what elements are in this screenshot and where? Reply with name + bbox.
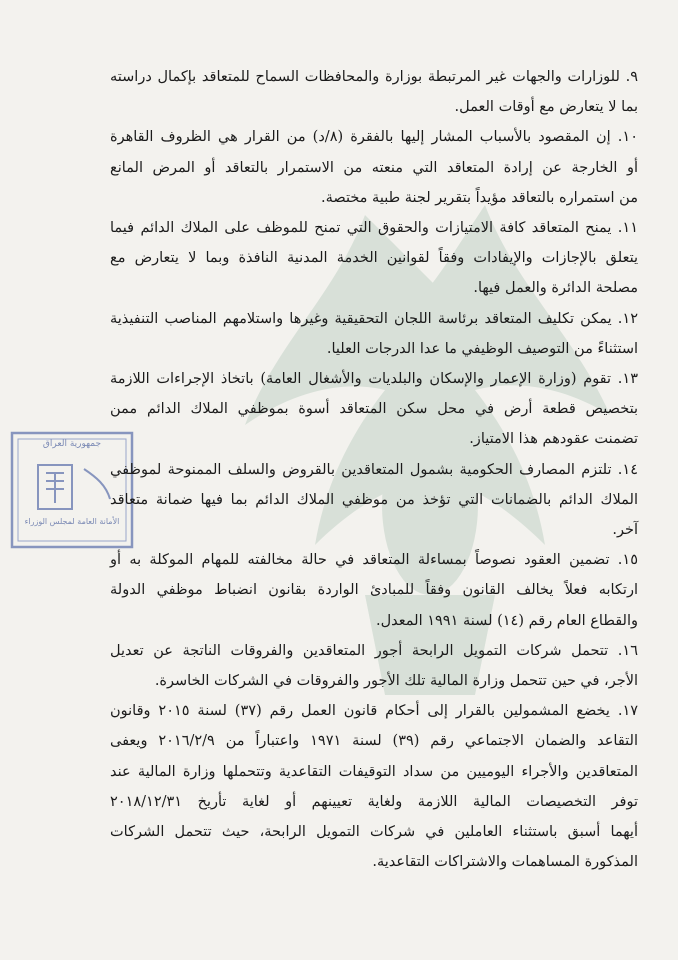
clause-14	[110, 455, 638, 546]
clause-line: ١١. يمنح المتعاقد كافة الامتيازات والحقوق التي تمنح للموظف على الملاك الدائم فيما	[110, 220, 638, 237]
clause-line: آخر.	[612, 522, 638, 539]
clause-12	[110, 304, 638, 364]
clause-line: من استمراره بالتعاقد مؤيداً بتقرير لجنة طبية مختصة.	[320, 189, 638, 206]
clause-line: ١٥. تضمين العقود نصوصاً بمساءلة المتعاقد في حالة مخالفته للمهام الموكلة به أو	[110, 552, 638, 569]
clause-line: التقاعد والضمان الاجتماعي رقم (٣٩) لسنة ١٩٧١ واعتباراً من ٢٠١٦/٢/٩ ويعفى	[110, 733, 638, 750]
clause-10	[110, 122, 638, 213]
clause-line: المذكورة المساهمات والاشتراكات التقاعدية.	[372, 854, 638, 871]
clause-line: ١٧. يخضع المشمولين بالقرار إلى أحكام قانون العمل رقم (٣٧) لسنة ٢٠١٥ وقانون	[110, 703, 639, 720]
clause-line: يتعلق بالإجازات والإيفادات وفقاً لقوانين الخدمة المدنية النافذة وبما لا يتعارض مع	[110, 250, 638, 267]
decision-clauses	[110, 62, 638, 877]
stamp-line-2: الأمانة العامة لمجلس الوزراء	[24, 517, 120, 526]
clause-9	[110, 62, 638, 122]
clause-line: ١٦. تتحمل شركات التمويل الرابحة أجور المتعاقدين والفروقات الناتجة عن تعديل	[110, 642, 638, 659]
clause-13	[110, 364, 638, 455]
clause-line: ١٤. تلتزم المصارف الحكومية بشمول المتعاقدين بالقروض والسلف الممنوحة لموظفي	[110, 461, 638, 478]
clause-line: استثناءً من التوصيف الوظيفي ما عدا الدرجات العليا.	[326, 340, 638, 357]
clause-line: أيهما أسبق باستثناء العاملين في شركات التمويل الرابحة، حيث تتحمل الشركات	[110, 824, 638, 841]
clause-line: توفر التخصيصات المالية اللازمة ولغاية تعيينهم أو لغاية تأريخ ٢٠١٨/١٢/٣١	[110, 793, 638, 810]
clause-line: ١٣. تقوم (وزارة الإعمار والإسكان والبلديات والأشغال العامة) باتخاذ الإجراءات اللازمة	[110, 371, 638, 388]
clause-line: ارتكابه فعلاً يخالف القانون وفقاً للمبادئ الواردة بقانون انضباط موظفي الدولة	[110, 582, 638, 599]
clause-line: ٩. للوزارات والجهات غير المرتبطة بوزارة والمحافظات السماح للمتعاقد بإكمال دراسته	[110, 69, 638, 85]
stamp-line-1: جمهورية العراق	[42, 439, 102, 449]
clause-16	[110, 636, 638, 696]
clause-line: ١٠. إن المقصود بالأسباب المشار إليها بالفقرة (٨/د) من القرار هي الظروف القاهرة	[110, 129, 638, 146]
clause-line: بتخصيص قطعة أرض في محل سكن المتعاقد أسوة بموظفي الملاك الدائم ممن	[110, 401, 638, 418]
clause-11	[110, 213, 638, 304]
clause-17	[110, 696, 638, 877]
clause-line: تضمنت عقودهم هذا الامتياز.	[469, 431, 638, 448]
clause-line: بما لا يتعارض مع أوقات العمل.	[454, 99, 638, 116]
clause-line: مصلحة الدائرة والعمل فيها.	[473, 280, 638, 297]
clause-15	[110, 545, 638, 636]
clause-line: الملاك الدائم بالضمانات التي تؤخذ من موظفي الملاك الدائم بما فيها ضمانة متعاقد	[110, 491, 638, 508]
clause-line: المتعاقدين والأجراء اليوميين من سداد التوقيفات التقاعدية وتتحملها وزارة المالية عند	[110, 763, 638, 780]
clause-line: والقطاع العام رقم (١٤) لسنة ١٩٩١ المعدل.	[376, 612, 638, 629]
clause-line: الأجر، في حين تتحمل وزارة المالية تلك الأجور والفروقات في الشركات الخاسرة.	[154, 673, 638, 690]
clause-line: ١٢. يمكن تكليف المتعاقد برئاسة اللجان التحقيقية وغيرها واستلامهم المناصب التنفيذية	[110, 310, 638, 327]
clause-line: أو الخارجة عن إرادة المتعاقد التي منعته من الاستمرار بالتعاقد أو المرض المانع	[110, 159, 638, 176]
